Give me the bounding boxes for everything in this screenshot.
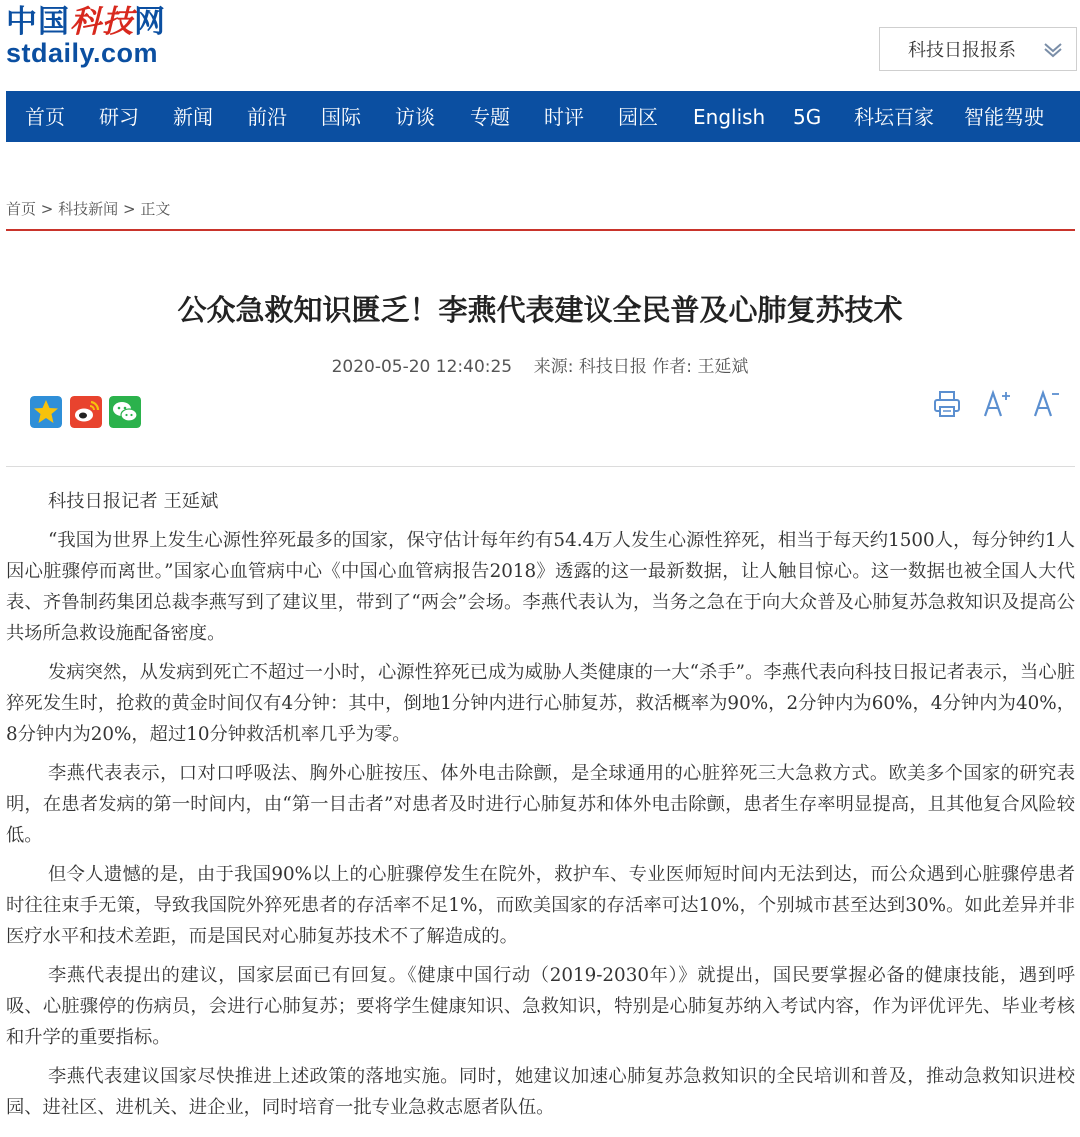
article-paragraph: 发病突然，从发病到死亡不超过一小时，心源性猝死已成为威胁人类健康的一大“杀手”。李燕代表向科技日报记者表示，当心脏猝死发生时，抢救的黄金时间仅有4分钟：其中，倒地1分钟内进行心肺复苏，救活概率为90%，2分钟内为60%，4分钟内为40%，8分钟内为20%，超过10分钟救活机率几乎为零。 — [6, 662, 1075, 745]
article-paragraph: 李燕代表提出的建议，国家层面已有回复。《健康中国行动（2019-2030年）》就提出，国民要掌握必备的健康技能，遇到呼吸、心脏骤停的伤病员，会进行心肺复苏；要将学生健康知识、急救知识，特别是心肺复苏纳入考试内容，作为评优评先、毕业考核和升学的重要指标。 — [6, 965, 1075, 1048]
article-paragraph: 但令人遗憾的是，由于我国90%以上的心脏骤停发生在院外，救护车、专业医师短时间内无法到达，而公众遇到心脏骤停患者时往往束手无策，导致我国院外猝死患者的存活率不足1%，而欧美国家的存活率可达10%，个别城市甚至达到30%。如此差异并非医疗水平和技术差距，而是国民对心肺复苏技术不了解造成的。 — [6, 864, 1075, 947]
logo-english: stdaily.com — [6, 38, 159, 68]
weibo-icon[interactable] — [70, 396, 102, 428]
source-label: 来源: — [533, 357, 574, 377]
breadcrumb-current: 正文 — [140, 200, 171, 218]
nav-item-parks[interactable]: 园区 — [618, 105, 658, 129]
source-name: 科技日报 — [578, 357, 647, 377]
article-meta — [0, 352, 1080, 377]
font-decrease-icon[interactable] — [1032, 389, 1062, 419]
breadcrumb-section[interactable]: 科技新闻 — [58, 200, 119, 218]
breadcrumb-separator: > — [122, 200, 136, 218]
wechat-icon[interactable] — [109, 396, 141, 428]
nav-item-home[interactable]: 首页 — [25, 105, 65, 129]
main-nav — [6, 91, 1080, 142]
nav-item-interview[interactable]: 访谈 — [395, 105, 435, 129]
article-paragraph: “我国为世界上发生心源性猝死最多的国家，保守估计每年约有54.4万人发生心源性猝死，相当于每天约1500人，每分钟约1人因心脏骤停而离世。”国家心血管病中心《中国心血管病报告2018》透露的这一最新数据，让人触目惊心。这一数据也被全国人大代表、齐鲁制药集团总裁李燕写到了建议里，带到了“两会”会场。李燕代表认为，当务之急在于向大众普及心肺复苏急救知识及提高公共场所急救设施配备密度。 — [6, 530, 1075, 644]
article-paragraph: 李燕代表建议国家尽快推进上述政策的落地实施。同时，她建议加速心肺复苏急救知识的全民培训和普及，推动急救知识进校园、进社区、进机关、进企业，同时培育一批专业急救志愿者队伍。 — [6, 1066, 1075, 1118]
breadcrumb-home[interactable]: 首页 — [6, 200, 37, 218]
nav-item-smart-driving[interactable]: 智能驾驶 — [964, 105, 1044, 129]
logo-chinese: 中国科技网 — [6, 4, 166, 40]
breadcrumb-divider — [6, 229, 1075, 231]
qzone-icon[interactable] — [30, 396, 62, 428]
nav-item-international[interactable]: 国际 — [321, 105, 361, 129]
publish-datetime: 2020-05-20 12:40:25 — [331, 357, 513, 377]
article-body — [6, 488, 1075, 1131]
author-label: 作者: — [652, 357, 693, 377]
nav-item-study[interactable]: 研习 — [99, 105, 139, 129]
article-byline: 科技日报记者 王延斌 — [48, 491, 219, 512]
newspaper-group-dropdown[interactable] — [879, 27, 1077, 71]
breadcrumb — [6, 198, 170, 219]
nav-item-forum[interactable]: 科坛百家 — [854, 105, 934, 129]
font-increase-icon[interactable] — [982, 389, 1012, 419]
author-name: 王延斌 — [697, 357, 749, 377]
breadcrumb-separator: > — [40, 200, 54, 218]
article-paragraph: 李燕代表表示，口对口呼吸法、胸外心脏按压、体外电击除颤，是全球通用的心脏猝死三大急救方式。欧美多个国家的研究表明，在患者发病的第一时间内，由“第一目击者”对患者及时进行心肺复苏和体外电击除颤，患者生存率明显提高，且其他复合风险较低。 — [6, 763, 1075, 846]
chevron-down-icon — [1042, 39, 1064, 59]
nav-item-5g[interactable]: 5G — [793, 105, 822, 129]
nav-item-english[interactable]: English — [693, 105, 766, 129]
article-title: 公众急救知识匮乏！李燕代表建议全民普及心肺复苏技术 — [177, 293, 903, 327]
site-logo[interactable] — [6, 4, 176, 70]
nav-item-news[interactable]: 新闻 — [173, 105, 213, 129]
article-divider — [6, 466, 1075, 467]
nav-item-commentary[interactable]: 时评 — [544, 105, 584, 129]
print-icon[interactable] — [932, 389, 962, 419]
site-header — [0, 0, 1080, 90]
nav-item-topics[interactable]: 专题 — [470, 105, 510, 129]
nav-item-frontier[interactable]: 前沿 — [247, 105, 287, 129]
dropdown-label: 科技日报报系 — [908, 40, 1016, 61]
